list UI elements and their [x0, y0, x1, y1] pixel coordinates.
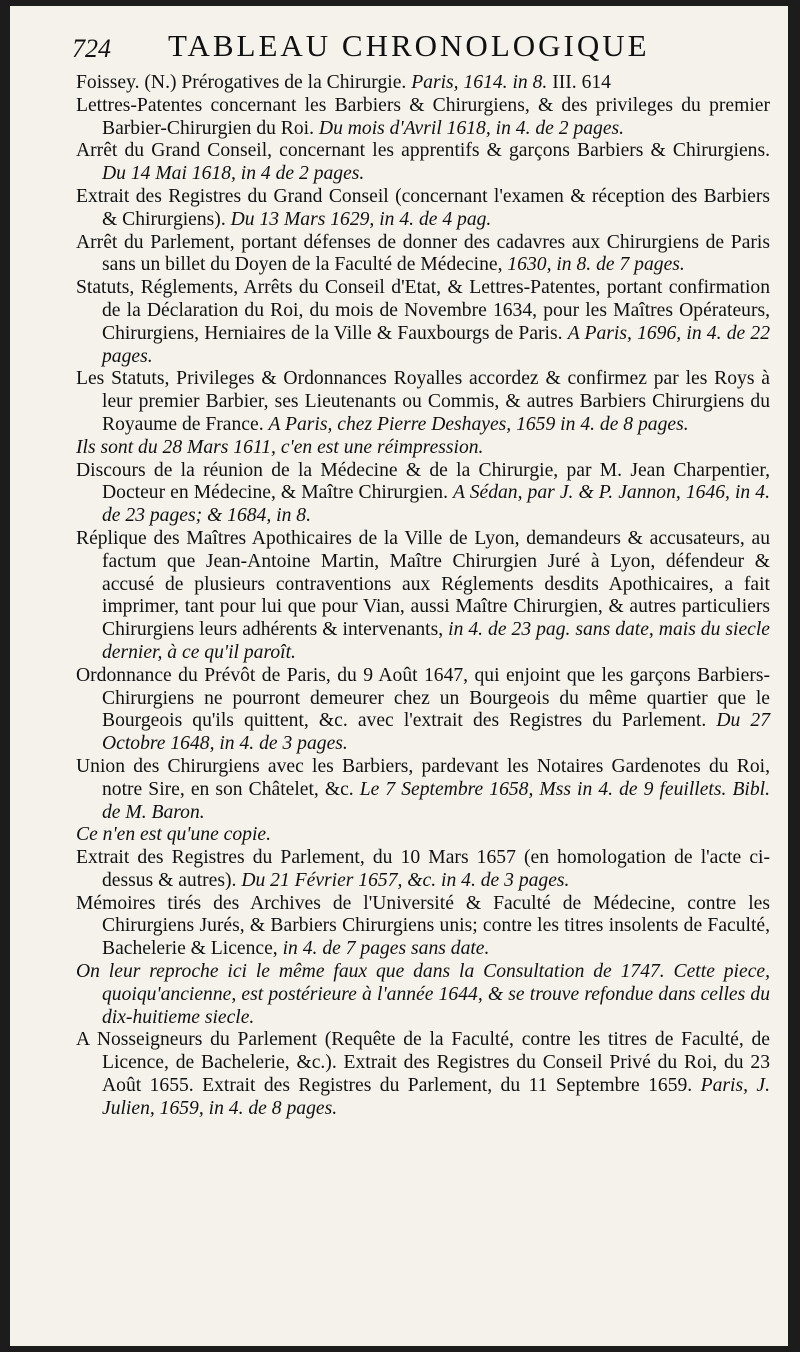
- page-number: 724: [72, 34, 111, 63]
- bibliography-entry: [76, 95, 770, 141]
- entry-imprint: Du 27 Octobre 1648, in 4. de 3 pages.: [102, 710, 770, 755]
- entry-title: Union des Chirurgiens avec les Barbiers, pardevant les Notaires Gardenotes du Roi, notre Sire, en son Châtelet, &c.: [76, 755, 770, 800]
- bibliography-entry: [76, 140, 770, 186]
- entry-title: Ordonnance du Prévôt de Paris, du 9 Août 1647, qui enjoint que les garçons Barbiers-Chirurgiens ne pourront demeurer chez un Bourgeois du même quartier que le Bourgeois qu'ils quittent, &c. avec l'extrait des Registres du Parlement.: [76, 664, 770, 732]
- entry-title: Lettres-Patentes concernant les Barbiers & Chirurgiens, & des privileges du premier Barbier-Chirurgien du Roi.: [76, 94, 770, 139]
- bibliography-entry: [76, 847, 770, 893]
- entry-imprint: Le 7 Septembre 1658, Mss in 4. de 9 feuillets. Bibl. de M. Baron.: [102, 778, 770, 823]
- editor-note: On leur reproche ici le même faux que dans la Consultation de 1747. Cette piece, quoiqu'ancienne, est postérieure à l'année 1644, & se trouve refondue dans celles du dix-huitieme siecle.: [76, 961, 770, 1028]
- entry-title: Les Statuts, Privileges & Ordonnances Royalles accordez & confirmez par les Roys à leur premier Barbier, ses Lieutenants ou Commis, & autres Barbiers Chirurgiens du Royaume de France.: [76, 368, 770, 435]
- entry-title: Discours de la réunion de la Médecine & de la Chirurgie, par M. Jean Charpentier, Docteur en Médecine, & Maître Chirurgien.: [76, 459, 770, 504]
- entry-imprint: in 4. de 7 pages sans date.: [282, 938, 490, 960]
- entry-imprint: Paris, 1614. in 8.: [411, 72, 548, 93]
- entry-imprint: Paris, J. Julien, 1659, in 4. de 8 pages.: [102, 1075, 771, 1119]
- bibliography-entry: [76, 893, 770, 961]
- entry-title: Statuts, Réglements, Arrêts du Conseil d'Etat, & Lettres-Patentes, portant confirmation de la Déclaration du Roi, du mois de Novembre 1634, pour les Maîtres Opérateurs, Chirurgiens, Herniaires de la Ville & Fauxbourgs de Paris.: [76, 277, 770, 344]
- entry-title: Mémoires tirés des Archives de l'Université & Faculté de Médecine, contre les Chirurgiens Jurés, & Barbiers Chirurgiens unis; contre les titres insolents de Faculté, Bachelerie & Licence,: [76, 892, 770, 960]
- entry-imprint: A Paris, 1696, in 4. de 22 pages.: [102, 322, 770, 367]
- page-header: [72, 28, 770, 72]
- running-title: TABLEAU CHRONOLOGIQUE: [168, 28, 650, 63]
- bibliography-list: [76, 72, 770, 1121]
- bibliography-entry: [76, 665, 770, 756]
- entry-imprint: Du 14 Mai 1618, in 4 de 2 pages.: [102, 163, 365, 185]
- entry-title: Réplique des Maîtres Apothicaires de la Ville de Lyon, demandeurs & accusateurs, au factum que Jean-Antoine Martin, Maître Chirurgien Juré à Lyon, défendeur & accusé de plusieurs contraventions aux Réglements desdits Apothicaires, a fait imprimer, tant pour lui que pour Vian, aussi Maître Chirurgien, & autres particuliers Chirurgiens leurs adhérents & intervenants,: [76, 527, 770, 641]
- bibliography-entry: [76, 460, 770, 528]
- book-page: [10, 6, 788, 1346]
- bibliography-entry: [76, 186, 770, 232]
- editor-note: Ils sont du 28 Mars 1611, c'en est une réimpression.: [76, 436, 484, 458]
- entry-imprint: in 4. de 23 pag. sans date, mais du siecle dernier, à ce qu'il paroît.: [102, 619, 770, 663]
- entry-imprint: 1630, in 8. de 7 pages.: [507, 254, 685, 276]
- entry-title: Arrêt du Parlement, portant défenses de donner des cadavres aux Chirurgiens de Paris sans un billet du Doyen de la Faculté de Médecine,: [76, 231, 770, 276]
- bibliography-entry: [76, 1029, 770, 1120]
- entry-title: Foissey. (N.) Prérogatives de la Chirurgie.: [76, 72, 412, 93]
- entry-imprint: Du 21 Février 1657, &c. in 4. de 3 pages.: [241, 869, 570, 891]
- editor-note: Ce n'en est qu'une copie.: [76, 824, 272, 846]
- entry-imprint: Du 13 Mars 1629, in 4. de 4 pag.: [230, 208, 492, 230]
- entry-title: Arrêt du Grand Conseil, concernant les apprentifs & garçons Barbiers & Chirurgiens.: [76, 140, 770, 162]
- entry-title: Extrait des Registres du Parlement, du 10 Mars 1657 (en homologation de l'acte ci-dessus & autres).: [76, 847, 770, 891]
- bibliography-entry: [76, 277, 770, 368]
- bibliography-entry: [76, 756, 770, 824]
- entry-imprint: Du mois d'Avril 1618, in 4. de 2 pages.: [318, 117, 625, 139]
- entry-title: A Nosseigneurs du Parlement (Requête de la Faculté, contre les titres de Faculté, de Licence, de Bachelerie, &c.). Extrait des Registres du Conseil Privé du Roi, du 23 Août 1655. Extrait des Registres du Parlement, du 11 Septembre 1659.: [76, 1029, 770, 1097]
- bibliography-entry: [76, 528, 770, 665]
- bibliography-entry: [76, 72, 770, 95]
- entry-imprint: A Sédan, par J. & P. Jannon, 1646, in 4. de 23 pages; & 1684, in 8.: [102, 482, 770, 527]
- entry-title: Extrait des Registres du Grand Conseil (concernant l'examen & réception des Barbiers & Chirurgiens).: [76, 185, 770, 230]
- entry-reference: III. 614: [547, 72, 611, 93]
- bibliography-entry: [76, 368, 770, 436]
- bibliography-entry: [76, 232, 770, 278]
- entry-imprint: A Paris, chez Pierre Deshayes, 1659 in 4. de 8 pages.: [268, 413, 689, 435]
